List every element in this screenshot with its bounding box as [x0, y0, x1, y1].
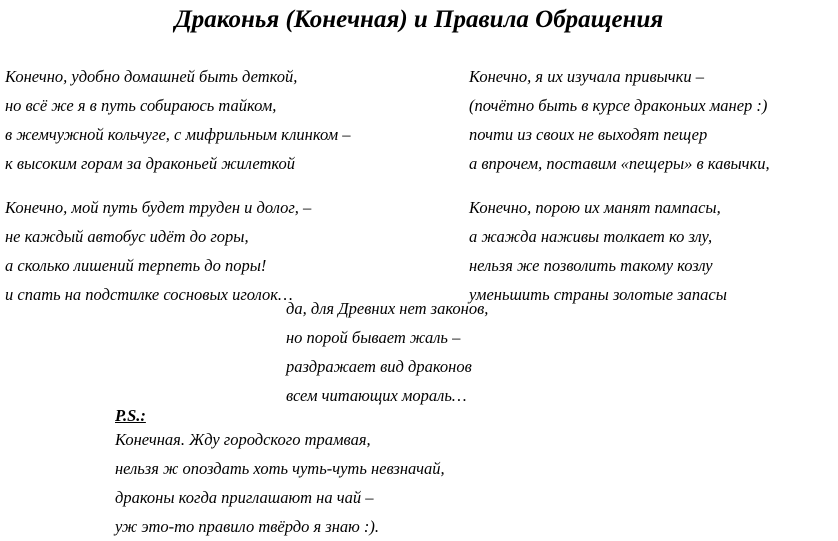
stanza-right-1: [469, 62, 770, 178]
poem-line: а жажда наживы толкает ко злу,: [469, 227, 713, 246]
poem-line: в жемчужной кольчуге, с мифрильным клинком –: [5, 125, 351, 144]
poem-line: драконы когда приглашают на чай –: [115, 488, 374, 507]
poem-line: и спать на подстилке сосновых иголок…: [5, 285, 293, 304]
poem-line: Конечная. Жду городского трамвая,: [115, 430, 371, 449]
poem-line: нельзя ж опоздать хоть чуть-чуть невзначай,: [115, 459, 445, 478]
stanza-left-1: [5, 62, 350, 178]
stanza-ps: [115, 425, 445, 541]
poem-line: Конечно, порою их манят пампасы,: [469, 198, 721, 217]
poem-line: (почётно быть в курсе драконьих манер :): [469, 96, 768, 115]
poem-line: а впрочем, поставим «пещеры» в кавычки,: [469, 154, 770, 173]
poem-line: почти из своих не выходят пещер: [469, 125, 708, 144]
poem-line: раздражает вид драконов: [286, 357, 472, 376]
poem-line: всем читающих мораль…: [286, 386, 467, 405]
poem-line: уж это-то правило твёрдо я знаю :).: [115, 517, 380, 536]
poem-line: а сколько лишений терпеть до поры!: [5, 256, 267, 275]
ps-label: P.S.:: [115, 406, 146, 425]
poem-line: уменьшить страны золотые запасы: [469, 285, 727, 304]
stanza-left-2: [5, 193, 311, 309]
poem-line: да, для Древних нет законов,: [286, 299, 489, 318]
poem-line: но всё же я в путь собираюсь тайком,: [5, 96, 277, 115]
poem-line: Конечно, я их изучала привычки –: [469, 67, 705, 86]
poem-line: нельзя же позволить такому козлу: [469, 256, 713, 275]
poem-line: Конечно, мой путь будет труден и долог, –: [5, 198, 312, 217]
stanza-right-2: [469, 193, 727, 309]
stanza-center: [286, 294, 488, 410]
poem-line: Конечно, удобно домашней быть деткой,: [5, 67, 298, 86]
poem-line: но порой бывает жаль –: [286, 328, 461, 347]
poem-title: Драконья (Конечная) и Правила Обращения: [174, 6, 664, 33]
poem-line: к высоким горам за драконьей жилеткой: [5, 154, 296, 173]
poem-line: не каждый автобус идёт до горы,: [5, 227, 249, 246]
